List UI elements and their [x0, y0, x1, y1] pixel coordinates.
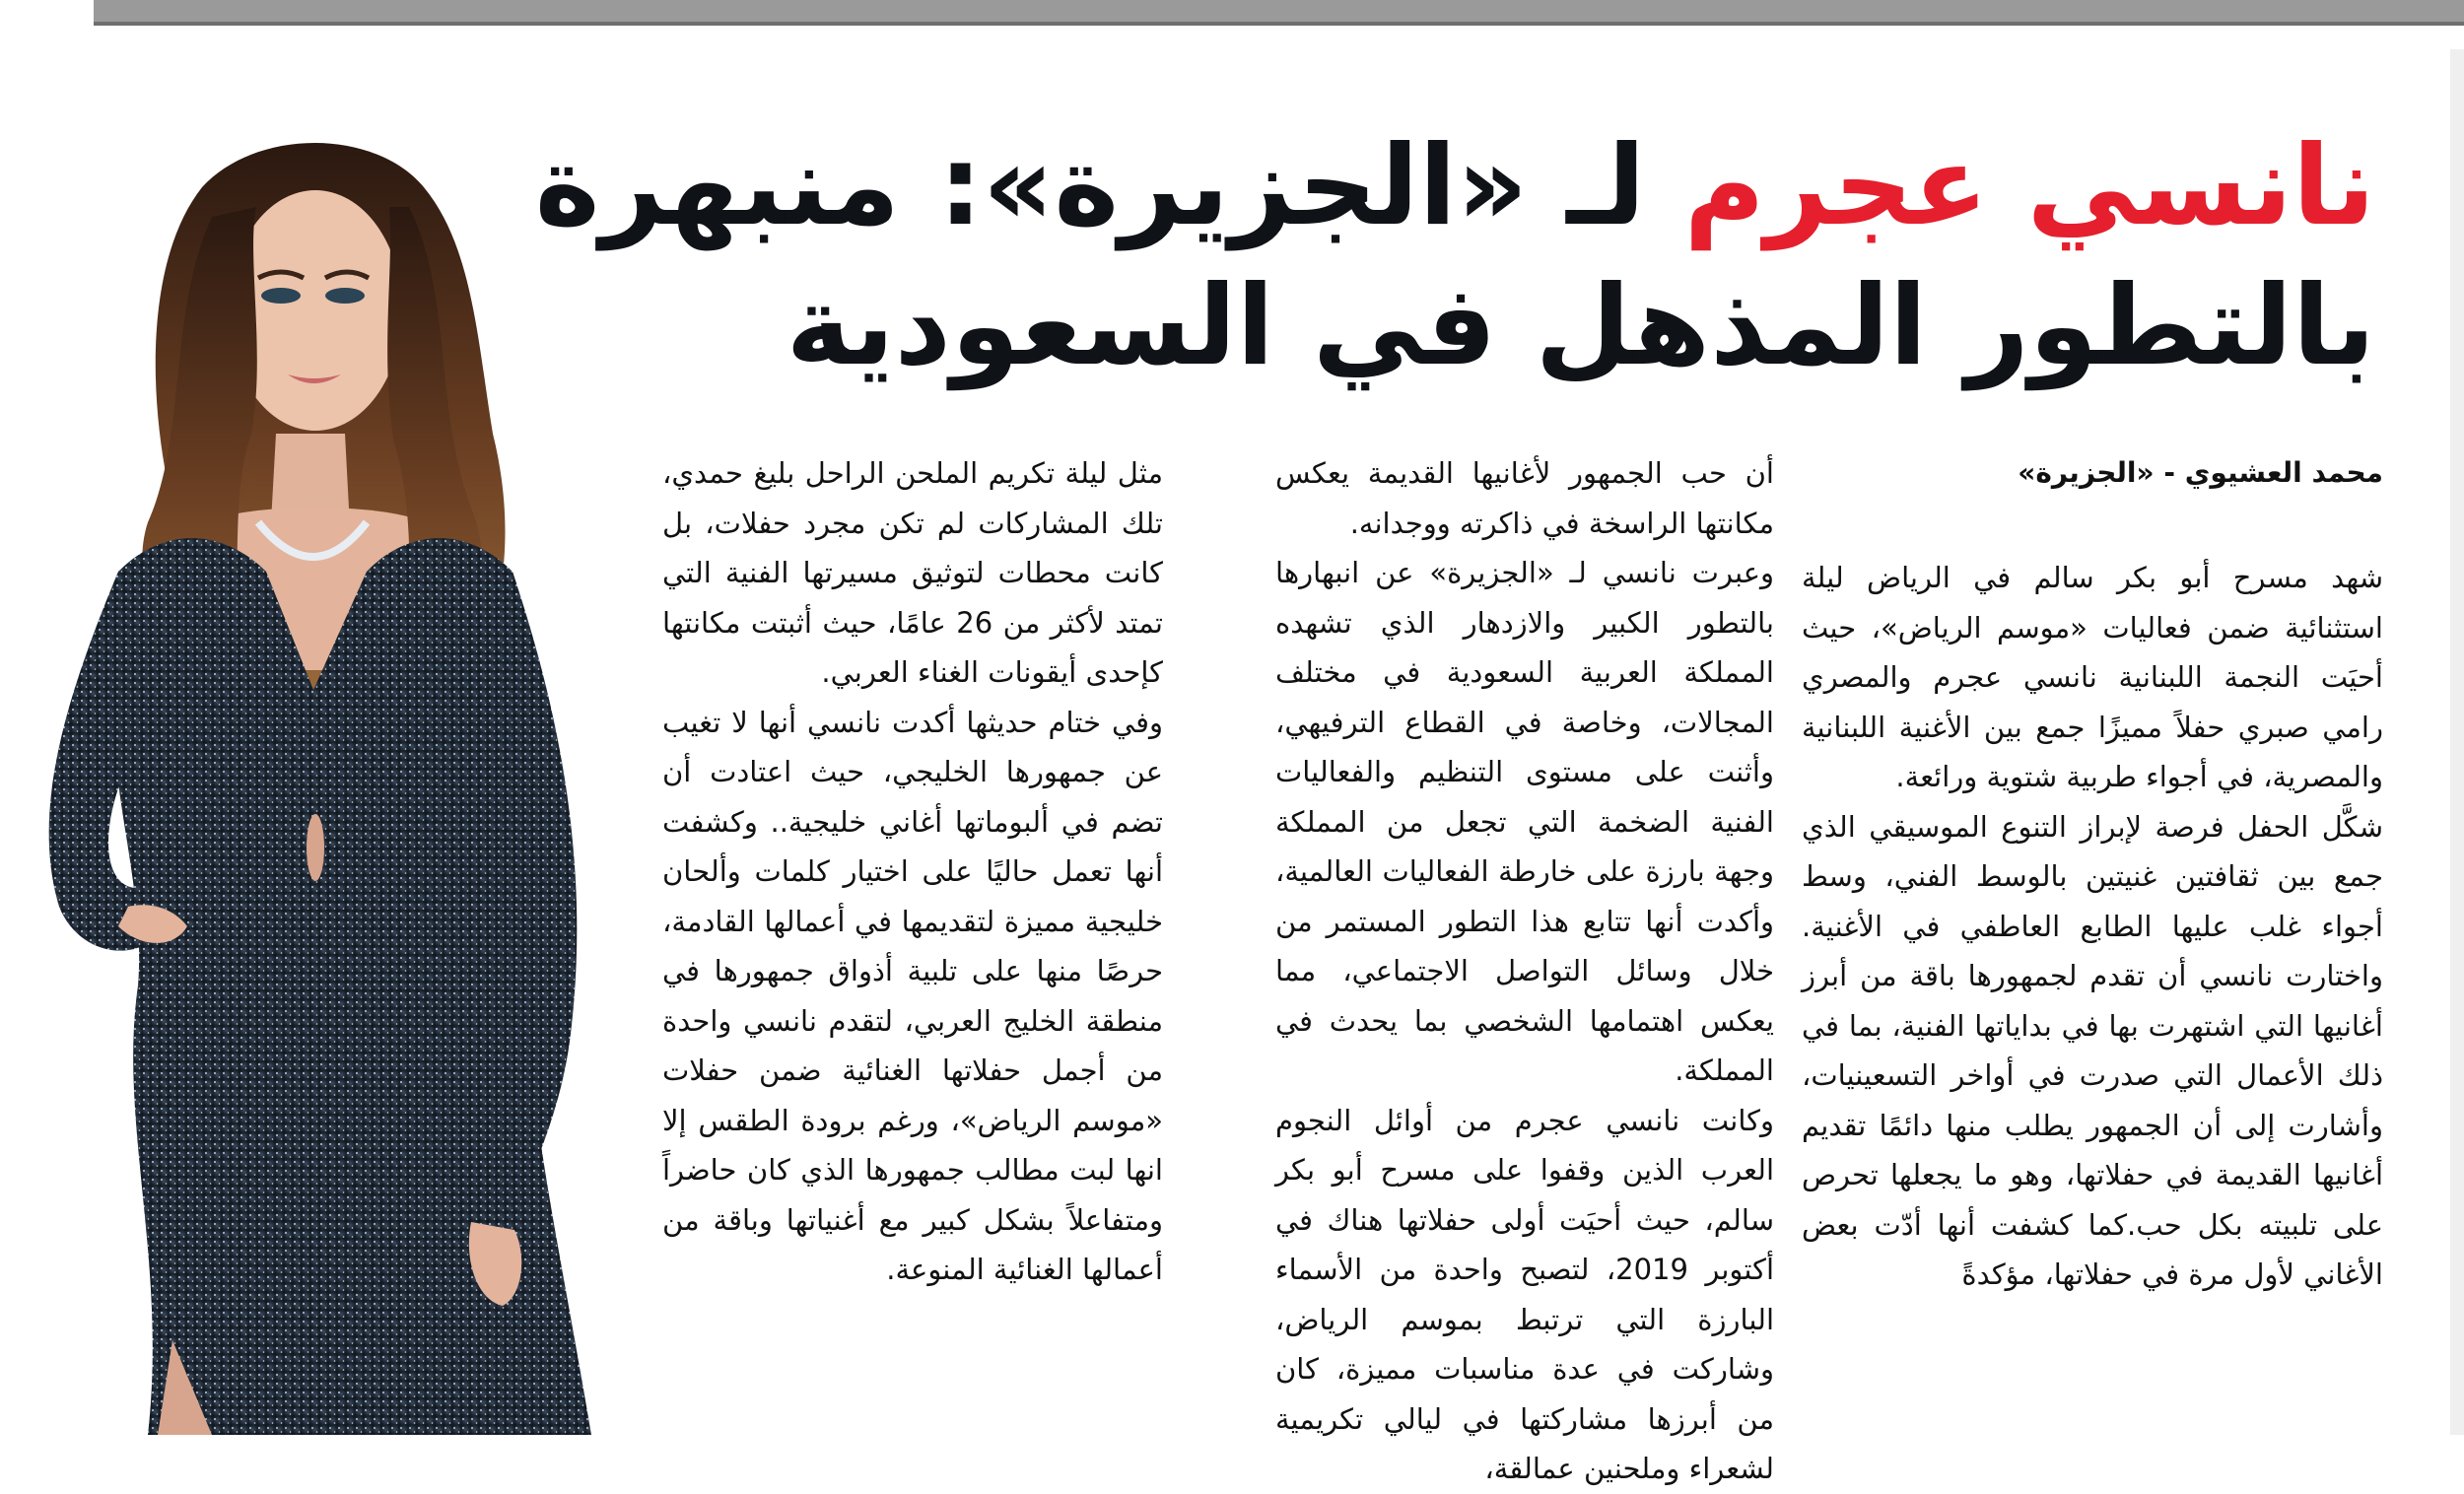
- article-column-2: [1275, 448, 1774, 1494]
- paragraph: وفي ختام حديثها أكدت نانسي أنها لا تغيب عن جمهورها الخليجي، حيث اعتادت أن تضم في ألبوماتها أغاني خليجية.. وكشفت أنها تعمل حاليًا على اختيار كلمات وألحان خليجية مميزة لتقديمها في أعمالها القادمة، حرصًا منها على تلبية أذواق جمهورها في منطقة الخليج العربي، لتقدم نانسي واحدة من أجمل حفلاتها الغنائية ضمن حفلات «موسم الرياض»، ورغم برودة الطقس إلا انها لبت مطالب جمهورها الذي كان حاضراً ومتفاعلاً بشكل كبير مع أغنياتها وباقة من أعمالها الغنائية المنوعة.: [662, 705, 1163, 1286]
- headline-line-1: [534, 116, 2375, 256]
- top-rule-bar: [94, 0, 2464, 26]
- article-column-3: [662, 448, 1163, 1295]
- paragraph: وكانت نانسي عجرم من أوائل النجوم العرب الذين وقفوا على مسرح أبو بكر سالم، حيث أحيَت أولى حفلاتها هناك في أكتوبر 2019، لتصبح واحدة من الأسماء البارزة التي ترتبط بموسم الرياض، وشاركت في عدة مناسبات مميزة، كان من أبرزها مشاركتها في ليالي تكريمية لشعراء وملحنين عمالقة،: [1275, 1103, 1774, 1485]
- page-edge-strip: [2450, 49, 2464, 1435]
- headline-name: نانسي عجرم: [1683, 122, 2375, 250]
- paragraph: مثل ليلة تكريم الملحن الراحل بليغ حمدي، تلك المشاركات لم تكن مجرد حفلات، بل كانت محطات لتوثيق مسيرتها الفنية التي تمتد لأكثر من 26 عامًا، حيث أثبتت مكانتها كإحدى أيقونات الغناء العربي.: [662, 456, 1164, 689]
- paragraph: أن حب الجمهور لأغانيها القديمة يعكس مكانتها الراسخة في ذاكرته ووجدانه.: [1275, 456, 1774, 540]
- singer-photo: [0, 59, 650, 1435]
- headline-line-2: بالتطور المذهل في السعودية: [786, 262, 2375, 390]
- paragraph: وعبرت نانسي لـ «الجزيرة» عن انبهارها بالتطور الكبير والازدهار الذي تشهده المملكة العربية السعودية في مختلف المجالات، وخاصة في القطاع الترفيهي، وأثنت على مستوى التنظيم والفعاليات الفنية الضخمة التي تجعل من المملكة وجهة بارزة على خارطة الفعاليات العالمية، وأكدت أنها تتابع هذا التطور المستمر من خلال وسائل التواصل الاجتماعي، مما يعكس اهتمامها الشخصي بما يحدث في المملكة.: [1275, 556, 1774, 1087]
- headline: [534, 116, 2375, 396]
- headline-rest: لـ «الجزيرة»: منبهرة: [534, 122, 1646, 250]
- paragraph: شكَّل الحفل فرصة لإبراز التنوع الموسيقي الذي جمع بين ثقافتين غنيتين بالوسط الفني، وسط أجواء غلب عليها الطابع العاطفي في الأغنية. واختارت نانسي أن تقدم لجمهورها باقة من أبرز أغانيها التي اشتهرت بها في بداياتها الفنية، بما في ذلك الأعمال التي صدرت في أواخر التسعينيات، وأشارت إلى أن الجمهور يطلب منها دائمًا تقديم أغانيها القديمة في حفلاتها، وهو ما يجعلها تحرص على تلبيته بكل حب.كما كشفت أنها أدّت بعض الأغاني لأول مرة في حفلاتها، مؤكدةً: [1802, 809, 2383, 1291]
- paragraph: شهد مسرح أبو بكر سالم في الرياض ليلة استثنائية ضمن فعاليات «موسم الرياض»، حيث أحيَت النجمة اللبنانية نانسي عجرم والمصري رامي صبري حفلاً مميزًا جمع بين الأغنية اللبنانية والمصرية، في أجواء طربية شتوية ورائعة.: [1802, 561, 2383, 793]
- article-column-1: [1802, 448, 2383, 1300]
- byline: محمد العشيوي - «الجزيرة»: [2018, 456, 2383, 489]
